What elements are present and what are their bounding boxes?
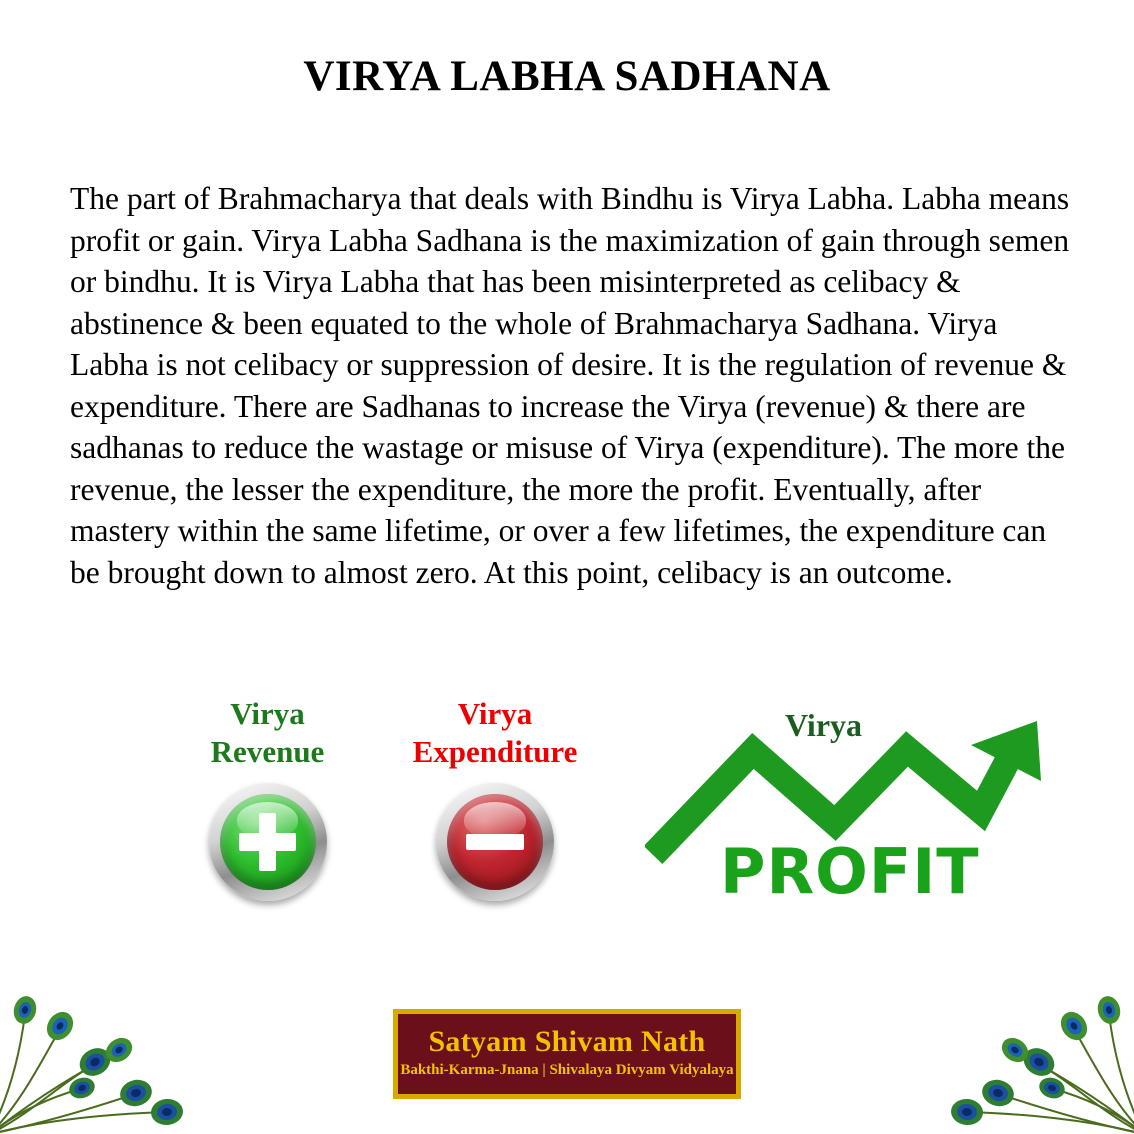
brand-tagline: Bakthi-Karma-Jnana | Shivalaya Divyam Vidyalaya: [400, 1062, 734, 1078]
expenditure-column: [375, 695, 615, 901]
revenue-column: [160, 695, 375, 901]
no-entry-icon-face: [447, 794, 543, 890]
brand-logo: [393, 1009, 741, 1099]
brand-name: Satyam Shivam Nath: [428, 1025, 706, 1058]
no-entry-icon-gloss: [464, 802, 525, 838]
plus-icon-face: [220, 794, 316, 890]
body-paragraph: The part of Brahmacharya that deals with Bindhu is Virya Labha. Labha means profit or gain. Virya Labha Sadhana is the maximization of gain through semen or bindhu. It is Virya Labha that has been misinterpreted as celibacy & abstinence & been equated to the whole of Brahmacharya Sadhana. Virya Labha is not celibacy or suppression of desire. It is the regulation of revenue & expenditure. There are Sadhanas to increase the Virya (revenue) & there are sadhanas to reduce the wastage or misuse of Virya (expenditure). The more the revenue, the lesser the expenditure, the more the profit. Eventually, after mastery within the same lifetime, or over a few lifetimes, the expenditure can be brought down to almost zero. At this point, celibacy is an outcome.: [70, 181, 1070, 590]
profit-label-main: PROFIT: [720, 835, 980, 908]
concept-diagram: [0, 695, 1134, 925]
peacock-feathers-decoration-right: [904, 944, 1134, 1134]
plus-icon-vertical-bar: [259, 813, 276, 871]
profit-column: [645, 695, 1045, 925]
revenue-label-line2: Revenue: [210, 734, 325, 769]
no-entry-icon-bar: [466, 834, 524, 849]
peacock-feathers-decoration-left: [0, 944, 230, 1134]
expenditure-label-line2: Expenditure: [412, 734, 578, 769]
no-entry-icon: [436, 783, 554, 901]
page-title: VIRYA LABHA SADHANA: [303, 53, 831, 100]
plus-circle-icon: [209, 783, 327, 901]
profit-label-top: Virya: [785, 707, 863, 743]
expenditure-label-line1: Virya: [457, 696, 533, 731]
revenue-label-line1: Virya: [230, 696, 305, 731]
